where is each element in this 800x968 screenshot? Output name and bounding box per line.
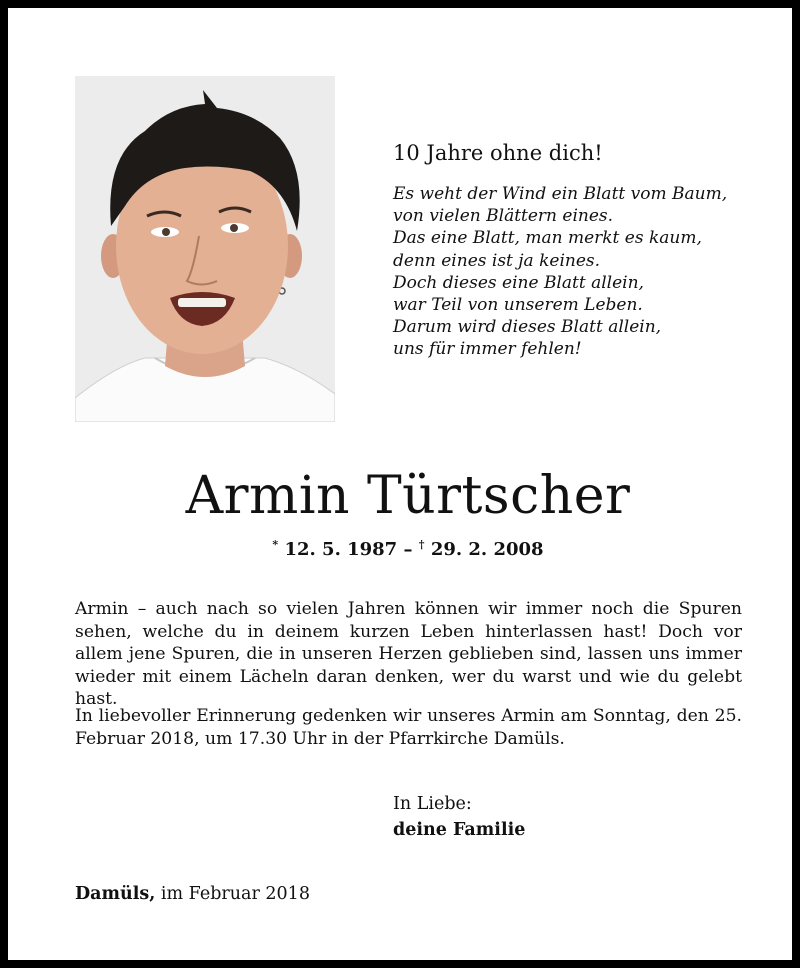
poem-line: Es weht der Wind ein Blatt vom Baum, (393, 184, 728, 204)
heading-text: 10 Jahre ohne dich! (393, 141, 603, 165)
death-date: 29. 2. 2008 (430, 539, 544, 560)
place-date-line (75, 882, 310, 906)
poem-line: denn eines ist ja keines. (393, 250, 601, 271)
portrait-photo (75, 76, 335, 422)
place-town: Damüls, (75, 884, 156, 904)
birth-symbol: * (272, 538, 279, 551)
memorial-paragraph: Armin – auch nach so vielen Jahren können wir immer noch die Spuren sehen, welche du in deinem kurzen Leben hinterlassen hast! Doch vor allem jene Spuren, die in unseren Herzen geblieben sind, lassen uns immer wieder mit einem Lächeln daran denken, wer du warst und wie du gelebt hast. (75, 599, 742, 709)
deceased-name: Armin Türtscher (185, 466, 631, 526)
portrait-illustration (75, 76, 335, 422)
life-dates (8, 532, 800, 563)
poem-line: Doch dieses eine Blatt allein, (393, 272, 644, 293)
signature-greeting: In Liebe: (393, 794, 472, 814)
birth-date: 12. 5. 1987 (284, 539, 398, 560)
death-symbol: † (418, 538, 425, 551)
date-separator: – (403, 539, 419, 560)
poem-line: von vielen Blättern eines. (393, 206, 614, 227)
poem-line: Das eine Blatt, man merkt es kaum, (393, 228, 702, 249)
service-announcement: In liebevoller Erinnerung gedenken wir unseres Armin am Sonntag, den 25. Februar 2018, um 17.30 Uhr in der Pfarrkirche Damüls. (75, 706, 742, 749)
poem-line: war Teil von unserem Leben. (393, 295, 643, 316)
poem-line: uns für immer fehlen! (393, 339, 582, 360)
signature-family: deine Familie (393, 820, 526, 840)
poem (393, 183, 773, 361)
poem-line: Darum wird dieses Blatt allein, (393, 317, 662, 338)
place-date: im Februar 2018 (155, 884, 310, 904)
